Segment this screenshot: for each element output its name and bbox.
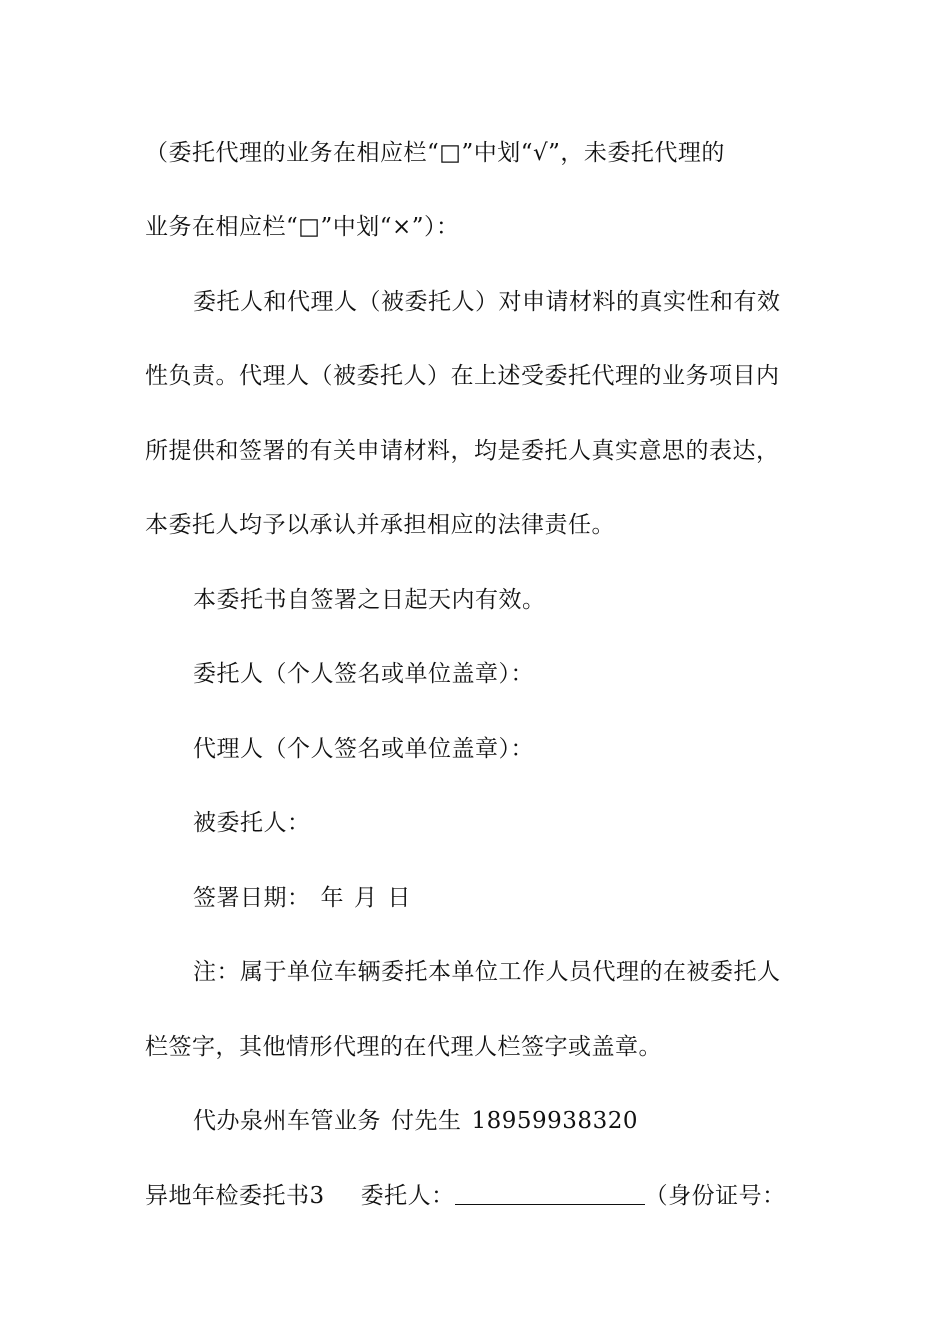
date-day: 日 [387,885,411,911]
service-text: 代办泉州车管业务 [193,1108,381,1134]
note-line: 栏签字，其他情形代理的在代理人栏签字或盖章。 [145,1034,662,1060]
signing-date-line [193,883,873,913]
note-line: 注：属于单位车辆委托本单位工作人员代理的在被委托人 [193,959,781,985]
principal-label: 委托人： [360,1183,455,1209]
contact-phone: 18959938320 [471,1108,638,1134]
paragraph-line: 业务在相应栏“□”中划“×”）： [145,214,460,240]
trustee-line: 被委托人： [193,810,311,836]
paragraph-line: 本委托人均予以承认并承担相应的法律责任。 [145,512,615,538]
principal-signature-line: 委托人（个人签名或单位盖章）： [193,661,534,687]
paragraph-line: 所提供和签署的有关申请材料，均是委托人真实意思的表达， [145,438,780,464]
id-number-label: （身份证号： [644,1183,786,1209]
contact-name: 付先生 [391,1108,462,1134]
date-year: 年 [320,885,344,911]
paragraph-line: （委托代理的业务在相应栏“□”中划“√”，未委托代理的 [145,140,725,166]
form-heading-line [145,1181,825,1211]
date-month: 月 [354,885,378,911]
paragraph-line: 委托人和代理人（被委托人）对申请材料的真实性和有效 [193,289,781,315]
signing-date-label: 签署日期： [193,885,311,911]
contact-line [193,1106,873,1136]
validity-line: 本委托书自签署之日起天内有效。 [193,587,546,613]
agent-signature-line: 代理人（个人签名或单位盖章）： [193,736,534,762]
principal-blank-line [455,1182,645,1205]
form-title: 异地年检委托书3 [145,1183,325,1209]
paragraph-line: 性负责。代理人（被委托人）在上述受委托代理的业务项目内 [145,363,780,389]
